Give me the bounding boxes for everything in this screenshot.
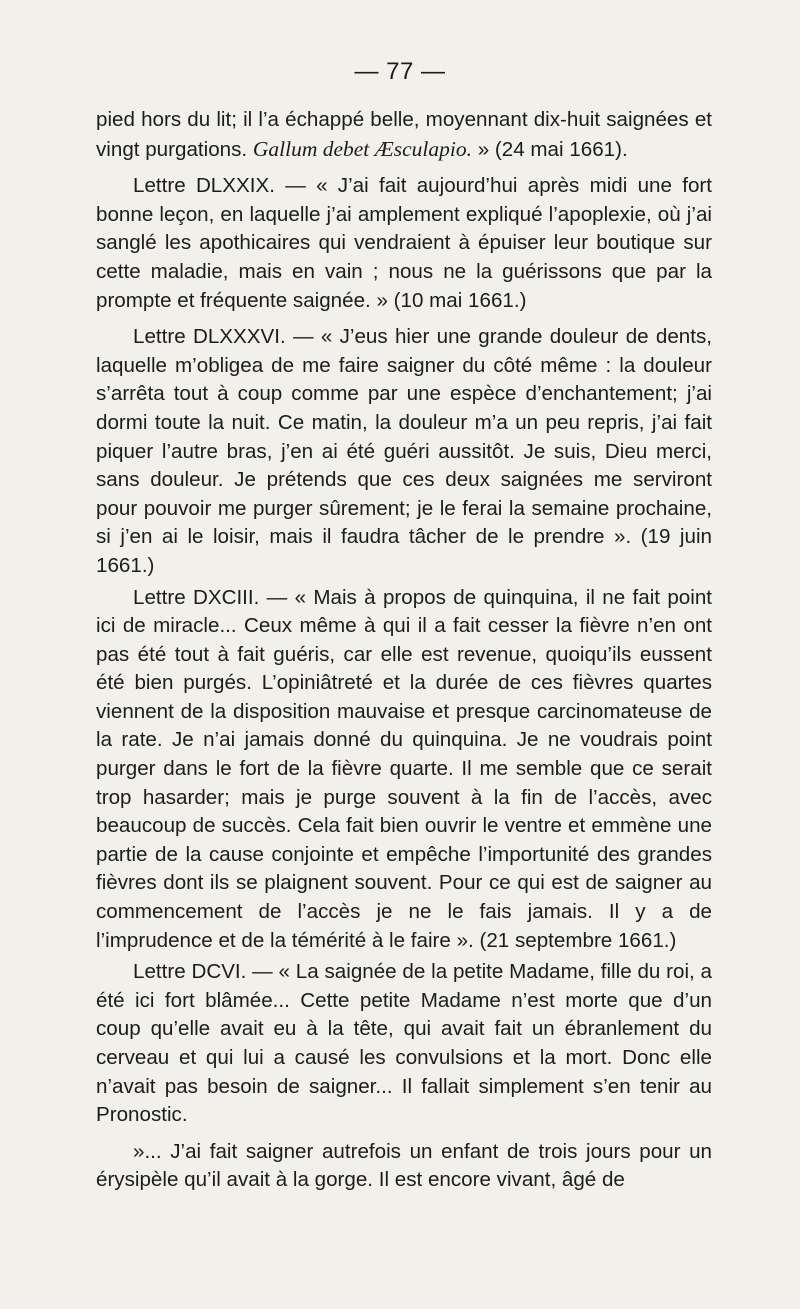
paragraph-letter-dlxxix: Lettre DLXXIX. — « J’ai fait aujourd’hui après midi une fort bonne leçon, en laquelle j’ai amplement expliqué l’apoplexie, où j’ai sanglé les apothicaires qui vendraient à épuiser leur boutique sur cette maladie, mais en vain ; nous ne la guérissons que par la prompte et fréquente saignée. » (10 mai 1661.) <box>96 174 712 312</box>
paragraph-continuation <box>96 106 712 164</box>
latin-quote: Gallum debet Æsculapio. <box>252 136 473 161</box>
paragraph-letter-dcvi: Lettre DCVI. — « La saignée de la petite Madame, fille du roi, a été ici fort blâmée... Cette petite Madame n’est morte que d’un coup qu’elle avait eu à la tête, qui avait fait un ébranlement du cerveau et qui lui a causé les convulsions et la mort. Donc elle n’avait pas besoin de saigner... Il fallait simplement s’en tenir au Pronostic. <box>96 960 712 1127</box>
page-number: — 77 — <box>354 58 446 85</box>
paragraph-date: » (24 mai 1661). <box>472 137 628 161</box>
paragraph-letter-dxciii: Lettre DXCIII. — « Mais à propos de quinquina, il ne fait point ici de miracle... Ceux même à qui il a fait cesser la fièvre n’en ont pas été tout à fait guéris, car elle est revenue, quoiqu’ils eussent été bien purgés. L’opiniâtreté et la durée de ces fièvres quartes viennent de la disposition mauvaise et presque carcinomateuse de la rate. Je n’ai jamais donné du quinquina. Je ne voudrais point purger dans le fort de la fièvre quarte. Il me semble que ce serait trop hasarder; mais je purge souvent à la fin de l’accès, avec beaucoup de succès. Cela fait bien ouvrir le ventre et emmène une partie de la cause conjointe et empêche l’importunité des grandes fièvres dont ils se plaignent souvent. Pour ce qui est de saigner au commencement de l’accès je ne le fais jamais. Il y a de l’imprudence et de la témérité à le faire ». (21 septembre 1661.) <box>96 585 712 952</box>
paragraph-erysipele: »... J’ai fait saigner autrefois un enfant de trois jours pour un érysipèle qu’il avait à la gorge. Il est encore vivant, âgé de <box>96 1139 712 1192</box>
paragraph-letter-dlxxxvi: Lettre DLXXXVI. — « J’eus hier une grande douleur de dents, laquelle m’obligea de me faire saigner du côté même : la douleur s’arrêta tout à coup comme par une espèce d’enchantement; j’ai dormi toute la nuit. Ce matin, la douleur m’a un peu repris, j’ai fait piquer l’autre bras, j’en ai été guéri aussitôt. Je suis, Dieu merci, sans douleur. Je prétends que ces deux saignées me serviront pour pouvoir me purger sûrement; je le ferai la semaine prochaine, si j’en ai le loisir, mais il faudra tâcher de le prendre ». (19 juin 1661.) <box>96 325 712 577</box>
paragraph-text: pied hors du lit; il l’a échappé belle, moyennant dix-huit saignées et vingt purgations. <box>96 108 712 161</box>
page-body <box>96 106 712 1195</box>
